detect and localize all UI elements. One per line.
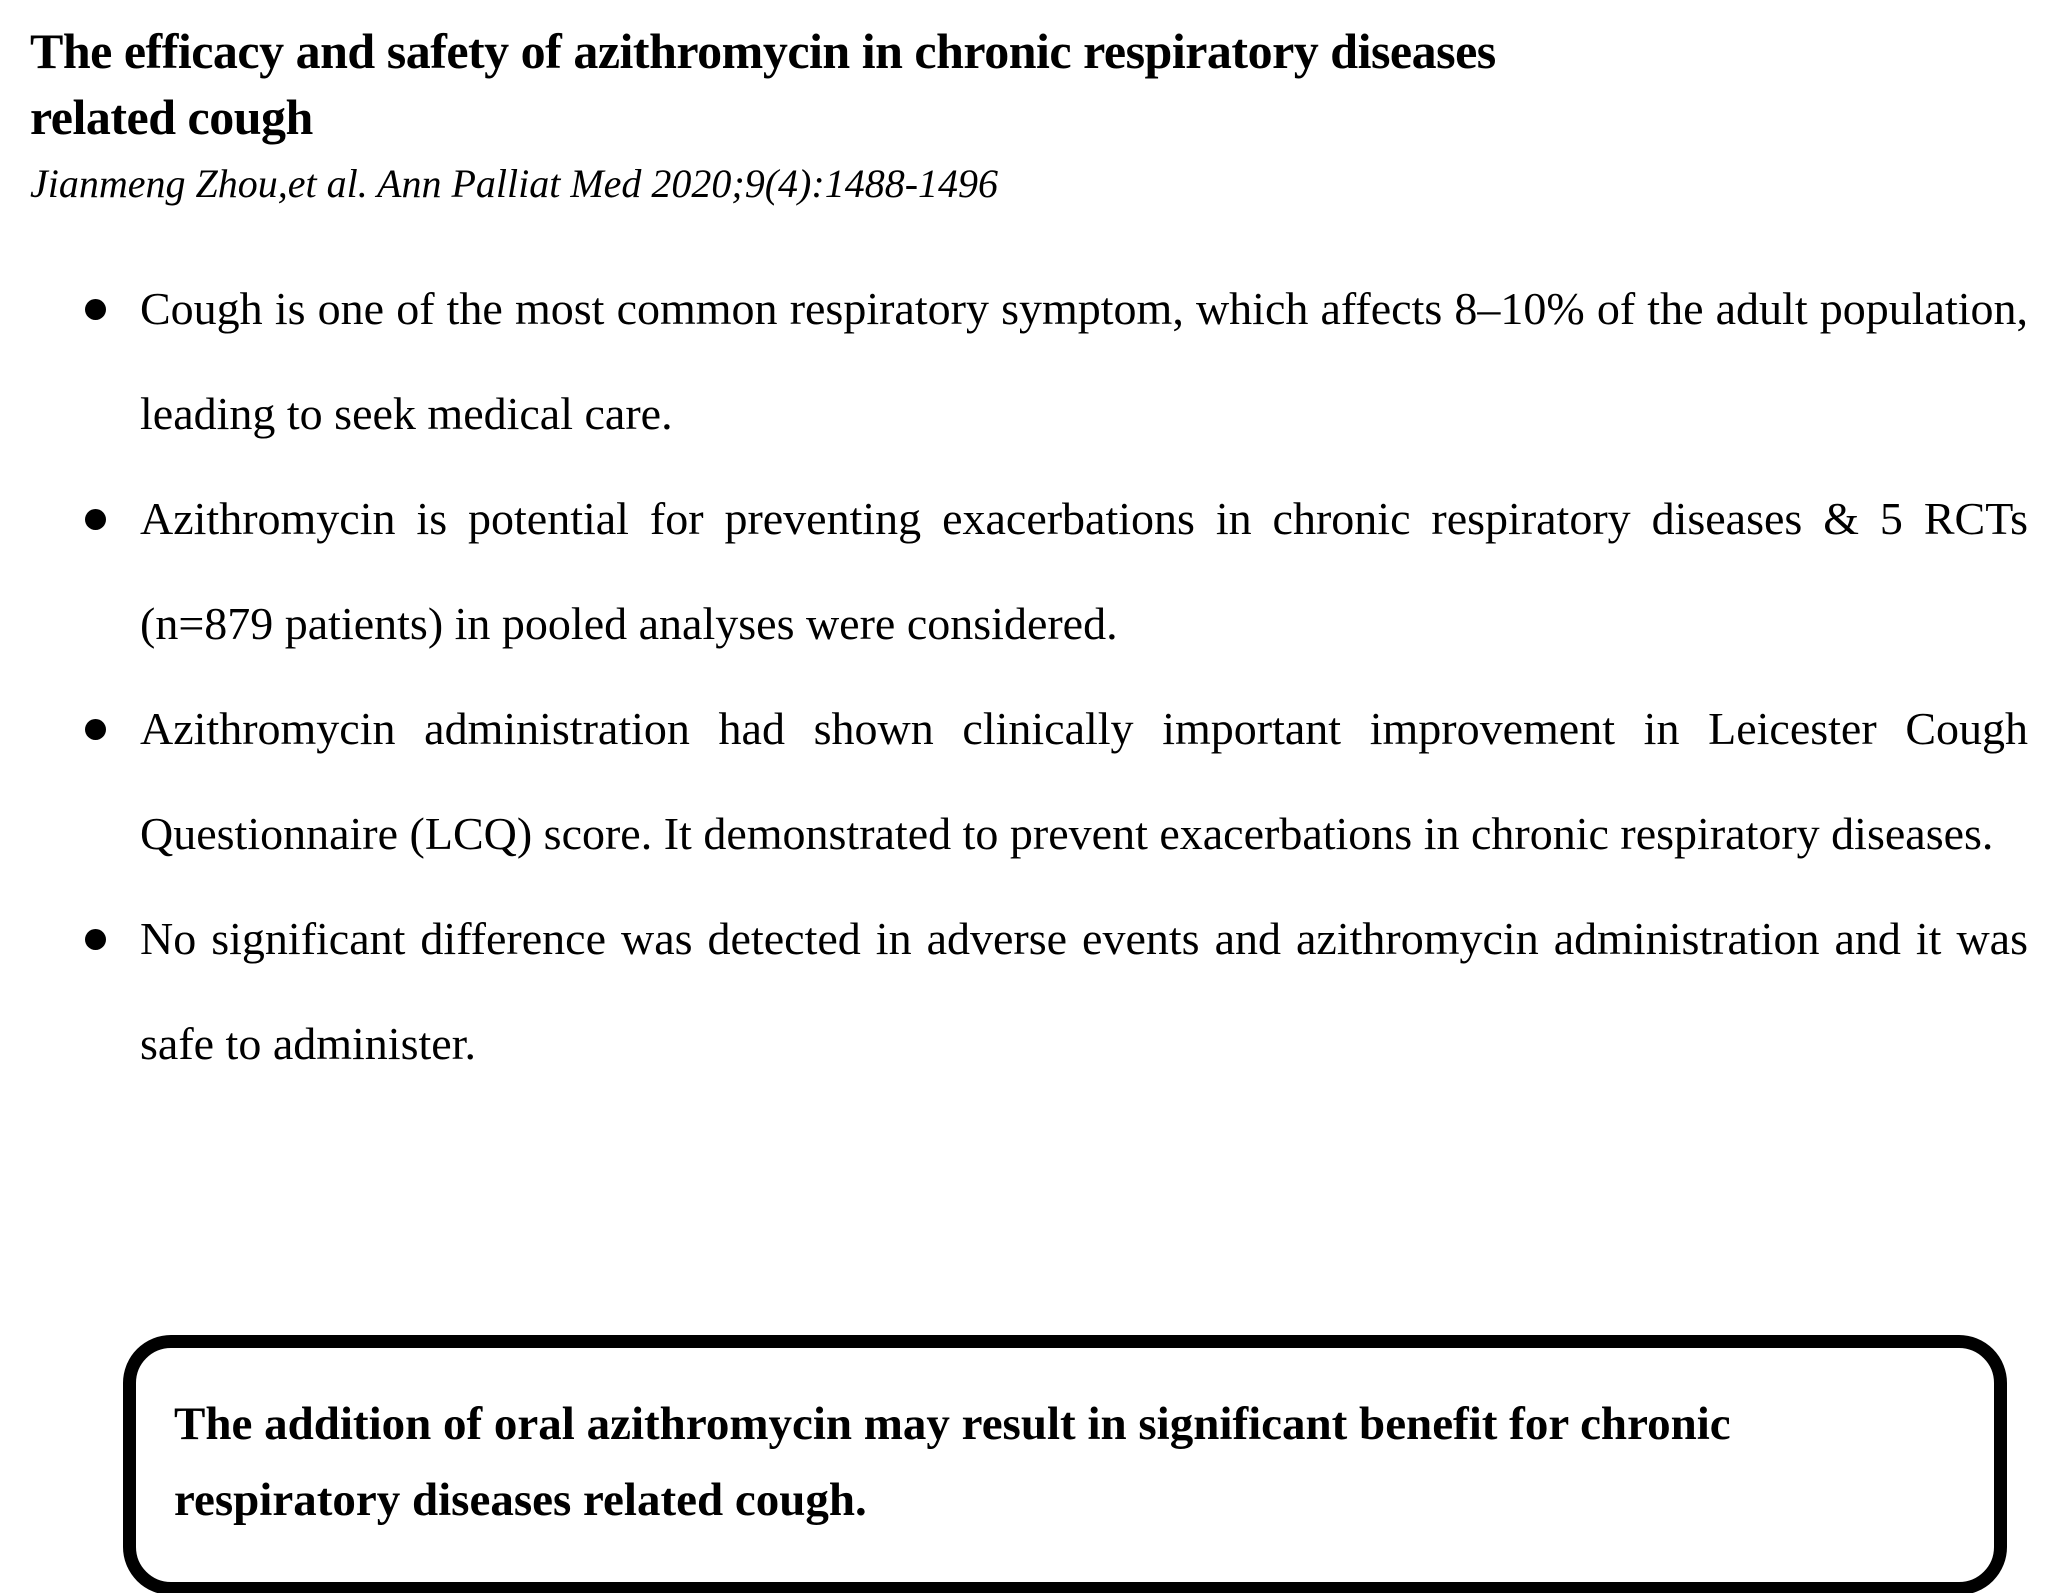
bullet-text-3: Azithromycin administration had shown clinically important improvement in Leicester Cough Questionnaire (LCQ) score. It demonstrated to prevent exacerbations in chronic respiratory diseases. bbox=[140, 703, 2028, 859]
conclusion-text: The addition of oral azithromycin may result in significant benefit for chronic respiratory diseases related cough. bbox=[174, 1398, 1731, 1527]
page-title-line-1: The efficacy and safety of azithromycin in chronic respiratory diseases bbox=[30, 23, 1496, 79]
bullet-dot-icon bbox=[85, 719, 106, 740]
page-title-line-2: related cough bbox=[30, 89, 313, 145]
bullet-text-1: Cough is one of the most common respiratory symptom, which affects 8–10% of the adult population, leading to seek medical care. bbox=[140, 283, 2028, 439]
conclusion-box bbox=[123, 1335, 2007, 1593]
bullet-dot-icon bbox=[85, 929, 106, 950]
bullet-text-2: Azithromycin is potential for preventing exacerbations in chronic respiratory diseases & 5 RCTs (n=879 patients) in pooled analyses were considered. bbox=[140, 493, 2028, 649]
citation-text: Jianmeng Zhou,et al. Ann Palliat Med 2020;9(4):1488-1496 bbox=[30, 161, 999, 206]
bullet-dot-icon bbox=[85, 299, 106, 320]
bullet-item-2 bbox=[30, 466, 2028, 676]
page-title bbox=[30, 18, 2028, 150]
bullet-item-1 bbox=[30, 256, 2028, 466]
bullet-item-4 bbox=[30, 886, 2028, 1096]
bullet-list bbox=[30, 256, 2028, 1096]
bullet-text-4: No significant difference was detected in adverse events and azithromycin administration and it was safe to administer. bbox=[140, 913, 2028, 1069]
bullet-dot-icon bbox=[85, 509, 106, 530]
document-header bbox=[30, 18, 2028, 208]
bullet-item-3 bbox=[30, 676, 2028, 886]
